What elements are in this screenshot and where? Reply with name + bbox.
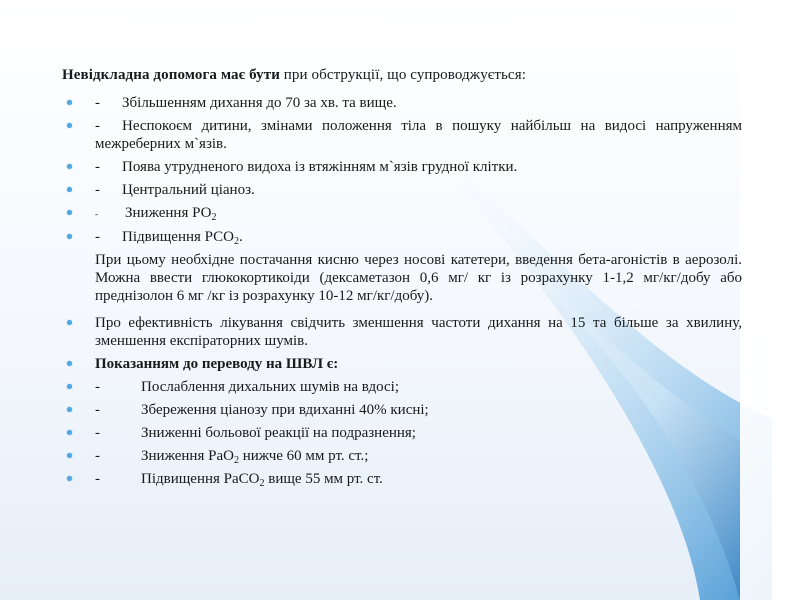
item-text-tail: нижче 60 мм рт. ст.; <box>238 448 369 464</box>
list-item-effectiveness <box>62 314 742 350</box>
bullet-icon <box>67 476 72 481</box>
list-item <box>62 181 742 199</box>
bullet-icon <box>67 384 72 389</box>
item-dash: - <box>95 182 100 198</box>
item-dash: - <box>95 425 100 441</box>
list-item-pao2 <box>62 447 742 465</box>
bullet-icon <box>67 187 72 192</box>
list-item-po2 <box>62 204 742 223</box>
list-item <box>62 117 742 153</box>
bullet-icon <box>67 234 72 239</box>
intro-heading-rest: при обструкції, що супроводжується: <box>279 67 526 83</box>
item-text: Поява утрудненого видоха із втяжінням м`язів грудної клітки. <box>122 159 518 175</box>
slide-content <box>62 66 742 493</box>
bullet-icon <box>67 100 72 105</box>
list-item <box>62 424 742 442</box>
bullet-icon <box>67 320 72 325</box>
subscript: 2 <box>259 478 265 489</box>
item-dash: - <box>95 448 100 464</box>
item-dash: - <box>95 118 100 134</box>
ventilation-heading <box>62 355 742 373</box>
item-dash: - <box>95 95 100 111</box>
item-text: Підвищення РаСО <box>141 471 260 487</box>
item-text: Про ефективність лікування свідчить зменшення частоти дихання на 15 та більше за хвилину, зменшення експіраторних шумів. <box>95 315 742 349</box>
intro-heading-bold: Невідкладна допомога має бути <box>62 67 280 83</box>
item-text: Зниження РаО <box>141 448 234 464</box>
item-text: Послаблення дихальних шумів на вдосі; <box>141 379 399 395</box>
item-dash: - <box>95 229 100 245</box>
bullet-icon <box>67 453 72 458</box>
bullet-icon <box>67 164 72 169</box>
item-dash: - <box>95 402 100 418</box>
bullet-icon <box>67 210 72 215</box>
bullet-icon <box>67 123 72 128</box>
subscript: 2 <box>211 212 217 223</box>
list-item-paco2 <box>62 470 742 488</box>
bullet-icon <box>67 361 72 366</box>
item-text: Збільшенням дихання до 70 за хв. та вище. <box>122 95 397 111</box>
item-dash: - <box>95 379 100 395</box>
item-dash: - <box>95 471 100 487</box>
list-item <box>62 378 742 396</box>
item-text: Зниженні больової реакції на подразнення; <box>141 425 416 441</box>
item-text-tail: вище 55 мм рт. ст. <box>264 471 383 487</box>
intro-heading <box>62 66 742 84</box>
bullet-icon <box>67 430 72 435</box>
subscript: 2 <box>233 455 239 466</box>
item-text: Неспокоєм дитини, змінами положення тіла в пошуку найбільш на видосі напруженням межреберних м`язів. <box>95 118 742 152</box>
item-text: Збереження ціанозу при вдиханні 40% кисні; <box>141 402 429 418</box>
item-dash: - <box>95 159 100 175</box>
treatment-paragraph: При цьому необхідне постачання кисню через носові катетери, введення бета-агоністів в аерозолі. Можна ввести глюкокортикоіди (дексаметазон 0,6 мг/ кг із розрахунку 1-1,2 мг/кг/добу або преднізолон 6 мг /кг із розрахунку 10-12 мг/кг/добу). <box>95 252 742 304</box>
item-tail: . <box>239 229 243 245</box>
list-item <box>62 94 742 112</box>
item-text: Підвищення РСО <box>122 229 235 245</box>
item-dash: - <box>95 209 98 219</box>
list-item <box>62 401 742 419</box>
list-item-pco2 <box>62 228 742 246</box>
list-item <box>62 158 742 176</box>
item-text: Центральний ціаноз. <box>122 182 255 198</box>
item-text: Показанням до переводу на ШВЛ є: <box>95 356 339 372</box>
bullet-icon <box>67 407 72 412</box>
subscript: 2 <box>234 236 240 247</box>
item-text: Зниження РО <box>125 205 212 221</box>
